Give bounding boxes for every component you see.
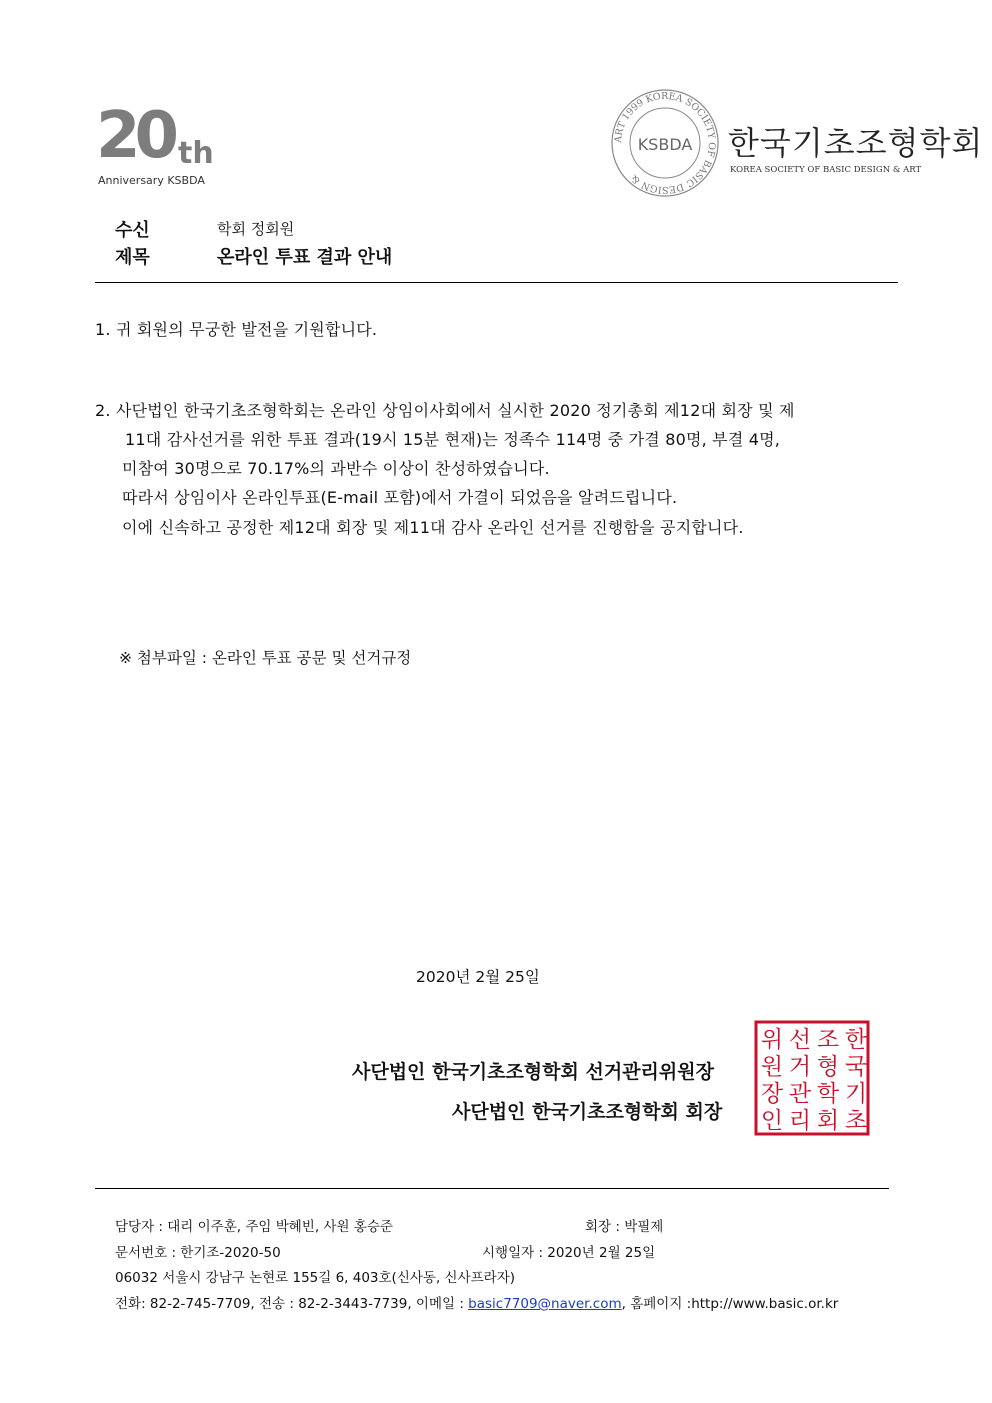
document-number: 문서번호 : 한기조-2020-50 bbox=[115, 1245, 281, 1261]
seal-character: 관 bbox=[788, 1081, 812, 1107]
recipient-value: 학회 정회원 bbox=[217, 220, 295, 238]
office-address: 06032 서울시 강남구 논현로 155길 6, 403호(신사동, 신사프라자) bbox=[115, 1270, 516, 1286]
seal-character: 초 bbox=[844, 1108, 868, 1134]
issue-date: 시행일자 : 2020년 2월 25일 bbox=[482, 1245, 656, 1261]
footer-divider bbox=[95, 1188, 889, 1189]
seal-character: 선 bbox=[788, 1027, 812, 1053]
seal-ring-text: ART 1999 KOREA SOCIETY OF BASIC DESIGN & bbox=[612, 90, 718, 196]
anniversary-logo bbox=[96, 100, 226, 192]
contact-phone-fax: 전화: 82-2-745-7709, 전송 : 82-2-3443-7739, 이메일 : bbox=[115, 1296, 469, 1312]
subject-value: 온라인 투표 결과 안내 bbox=[217, 247, 393, 268]
recipient-label: 수신 bbox=[115, 220, 150, 241]
anniversary-suffix: th bbox=[178, 136, 214, 171]
seal-character: 원 bbox=[760, 1054, 784, 1080]
email-link[interactable]: basic7709@naver.com bbox=[468, 1296, 622, 1312]
seal-character: 한 bbox=[844, 1027, 868, 1053]
paragraph-1: 1. 귀 회원의 무궁한 발전을 기원합니다. bbox=[95, 320, 378, 339]
seal-character: 형 bbox=[816, 1054, 840, 1080]
society-name-kr: 한국기초조형학회 bbox=[728, 124, 984, 162]
homepage-text: , 홈페이지 :http://www.basic.or.kr bbox=[621, 1296, 839, 1312]
signer-election-chair: 사단법인 한국기초조형학회 선거관리위원장 bbox=[352, 1061, 714, 1083]
staff-contacts: 담당자 : 대리 이주훈, 주임 박혜빈, 사원 홍승준 bbox=[115, 1219, 393, 1235]
seal-character: 장 bbox=[760, 1081, 784, 1107]
paragraph-2-line-3: 미참여 30명으로 70.17%의 과반수 이상이 찬성하였습니다. bbox=[122, 459, 550, 478]
seal-character: 거 bbox=[788, 1054, 812, 1080]
anniversary-number: 20 bbox=[96, 99, 174, 173]
seal-character: 학 bbox=[816, 1081, 840, 1107]
seal-character: 기 bbox=[844, 1081, 868, 1107]
header-divider bbox=[95, 282, 898, 283]
signer-president: 사단법인 한국기초조형학회 회장 bbox=[452, 1101, 723, 1123]
paragraph-2-line-5: 이에 신속하고 공정한 제12대 회장 및 제11대 감사 온라인 선거를 진행함을 공지합니다. bbox=[122, 518, 744, 537]
paragraph-2-line-1: 2. 사단법인 한국기초조형학회는 온라인 상임이사회에서 실시한 2020 정기총회 제12대 회장 및 제 bbox=[95, 401, 795, 420]
society-name-en: KOREA SOCIETY OF BASIC DESIGN & ART bbox=[730, 165, 922, 175]
seal-center-text: KSBDA bbox=[637, 135, 693, 154]
document-date: 2020년 2월 25일 bbox=[416, 968, 540, 986]
seal-character: 국 bbox=[844, 1054, 868, 1080]
seal-character: 인 bbox=[760, 1108, 784, 1134]
paragraph-2-line-2: 11대 감사선거를 위한 투표 결과(19시 15분 현재)는 정족수 114명 중 가결 80명, 부결 4명, bbox=[125, 430, 781, 449]
contact-line bbox=[115, 1292, 838, 1312]
seal-character: 회 bbox=[816, 1108, 840, 1134]
seal-character: 조 bbox=[816, 1027, 840, 1053]
seal-character: 위 bbox=[760, 1027, 784, 1053]
official-seal-stamp bbox=[754, 1020, 870, 1136]
paragraph-2-line-4: 따라서 상임이사 온라인투표(E-mail 포함)에서 가결이 되었음을 알려드립니다. bbox=[122, 488, 678, 507]
subject-label: 제목 bbox=[115, 247, 150, 268]
president-name: 회장 : 박필제 bbox=[585, 1219, 664, 1235]
seal-character: 리 bbox=[788, 1108, 812, 1134]
anniversary-caption: Anniversary KSBDA bbox=[98, 174, 205, 187]
attachment-note: ※ 첨부파일 : 온라인 투표 공문 및 선거규정 bbox=[119, 649, 412, 667]
ksbda-seal-logo bbox=[610, 88, 720, 198]
